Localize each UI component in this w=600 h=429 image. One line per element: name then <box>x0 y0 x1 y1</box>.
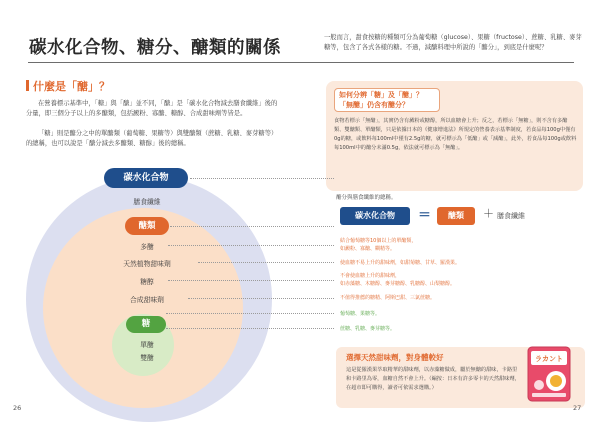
equation-fiber: 膳食纖維 <box>497 212 525 220</box>
natural-sweetener-label: 天然植物甜味劑 <box>123 260 171 268</box>
header-divider <box>28 62 574 63</box>
note-synthetic: 不值得推薦的糖精、阿斯巴甜、三氯蔗糖。 <box>340 295 436 301</box>
equation-carb: 碳水化合物 <box>340 207 410 225</box>
intro-text: 一般而言，甜食按糖的種類可分為葡萄糖（glucose）、果糖（fructose）、蔗糖、乳糖、麥芽糖等，包含了各式各樣的糖。不過，減醣料理中所說的「醣分」，到底是什麼呢？ <box>324 34 582 51</box>
guide-line-natural <box>198 262 334 263</box>
carb-label-pill: 碳水化合物 <box>104 168 188 188</box>
synthetic-sweetener-label: 合成甜味劑 <box>130 296 164 304</box>
note-poly-1: 結合葡萄糖等10個以上的單醣類， <box>340 238 417 244</box>
tip-body-text: 這是從羅漢果萃取精華的甜味劑，以赤藻糖做成，屬於無醣的甜味，卡路里和卡路里為零，血糖自然不會上升。（編按：日本有許多零卡的天然甜味劑，在超市即可購得，讀者可依需求選購。） <box>346 367 520 391</box>
guide-line-mono <box>166 313 334 314</box>
sugar-class-pill: 醣類 <box>125 217 169 235</box>
sweetener-package-image <box>526 345 572 403</box>
qa-title-line-1: 如何分辨「糖」及「醣」？ <box>339 91 423 99</box>
guide-line-sugar-class <box>170 226 334 227</box>
monosaccharide-label: 單醣 <box>140 341 154 349</box>
heading-bar <box>26 80 29 91</box>
page-number-left: 26 <box>13 404 22 412</box>
note-natural: 使血糖不易上升的甜味劑，如甜菊糖、甘草、羅漢果。 <box>340 260 461 266</box>
tip-title: 選擇天然甜味劑，對身體較好 <box>346 353 444 362</box>
guide-line-di <box>166 328 334 329</box>
guide-line-poly <box>168 245 334 246</box>
note-alcohol-1: 不會使血糖上升的甜味劑， <box>340 273 401 279</box>
equation-plus: ＋ <box>483 207 494 220</box>
qa-body-text: 食物若標示「無醣」，其實仍含有澱粉或糖醇，所以血糖會上升；反之，若標示「無糖」，則不含有多醣類、雙醣類、單醣類，只是依據日本的《健康增進法》所規定的營養表示基準制度，若食品每100g中僅有0g的糖，或飲料每100ml中僅有2.5g的糖，就可標示為「低醣」或「減醣」，此外，若食品每100g或飲料每100ml中的醣分未滿0.5g，依法就可標示為「無醣」。 <box>334 118 577 151</box>
guide-line-synthetic <box>188 298 334 299</box>
equation-equals: ＝ <box>418 208 432 223</box>
qa-title-line-2: 「無醣」仍含有醣分？ <box>339 101 409 109</box>
sugar-alcohol-label: 糖醇 <box>140 278 154 286</box>
page-number-right: 27 <box>573 404 582 412</box>
carb-caption: 醣分與膳食纖維的總稱。 <box>336 195 397 201</box>
guide-line-carb <box>190 178 334 179</box>
equation-sugar-class: 醣類 <box>437 207 475 225</box>
section-heading-text: 什麼是「醣」？ <box>33 80 110 93</box>
note-mono: 葡萄糖、果糖等。 <box>340 311 381 317</box>
guide-line-alcohol <box>168 280 334 281</box>
section-heading-what <box>26 78 110 94</box>
note-di: 蔗糖、乳糖、麥芽糖等。 <box>340 326 396 332</box>
sugar-pill: 糖 <box>126 316 166 333</box>
disaccharide-label: 雙醣 <box>140 354 154 362</box>
fiber-label: 膳食纖維 <box>133 198 161 206</box>
product-label: ラカント <box>535 355 563 363</box>
polysaccharide-label: 多醣 <box>140 243 154 251</box>
sugar-class-circle <box>43 208 243 408</box>
page-title: 碳水化合物、糖分、醣類的關係 <box>29 38 281 58</box>
paragraph-1: 在營養標示基準中，「糖」與「醣」並不同，「醣」是「碳水化合物減去膳食纖維」後的分量，即三個分子以上的多醣類，包括澱粉、寡醣、糖醇、合成甜味劑等皆是。 <box>26 100 278 117</box>
note-alcohol-2: 如赤藻糖、木糖醇、麥芽糖醇、乳糖醇、山梨糖醇。 <box>340 281 456 287</box>
paragraph-2: 「糖」則是醣分之中的單醣類（葡萄糖、果糖等）與雙醣類（蔗糖、乳糖、麥芽糖等）的總稱，也可以說是「醣分減去多醣類、糖醇」後的總稱。 <box>26 130 278 147</box>
note-poly-2: 如澱粉、寡醣、糊精等。 <box>340 246 396 252</box>
